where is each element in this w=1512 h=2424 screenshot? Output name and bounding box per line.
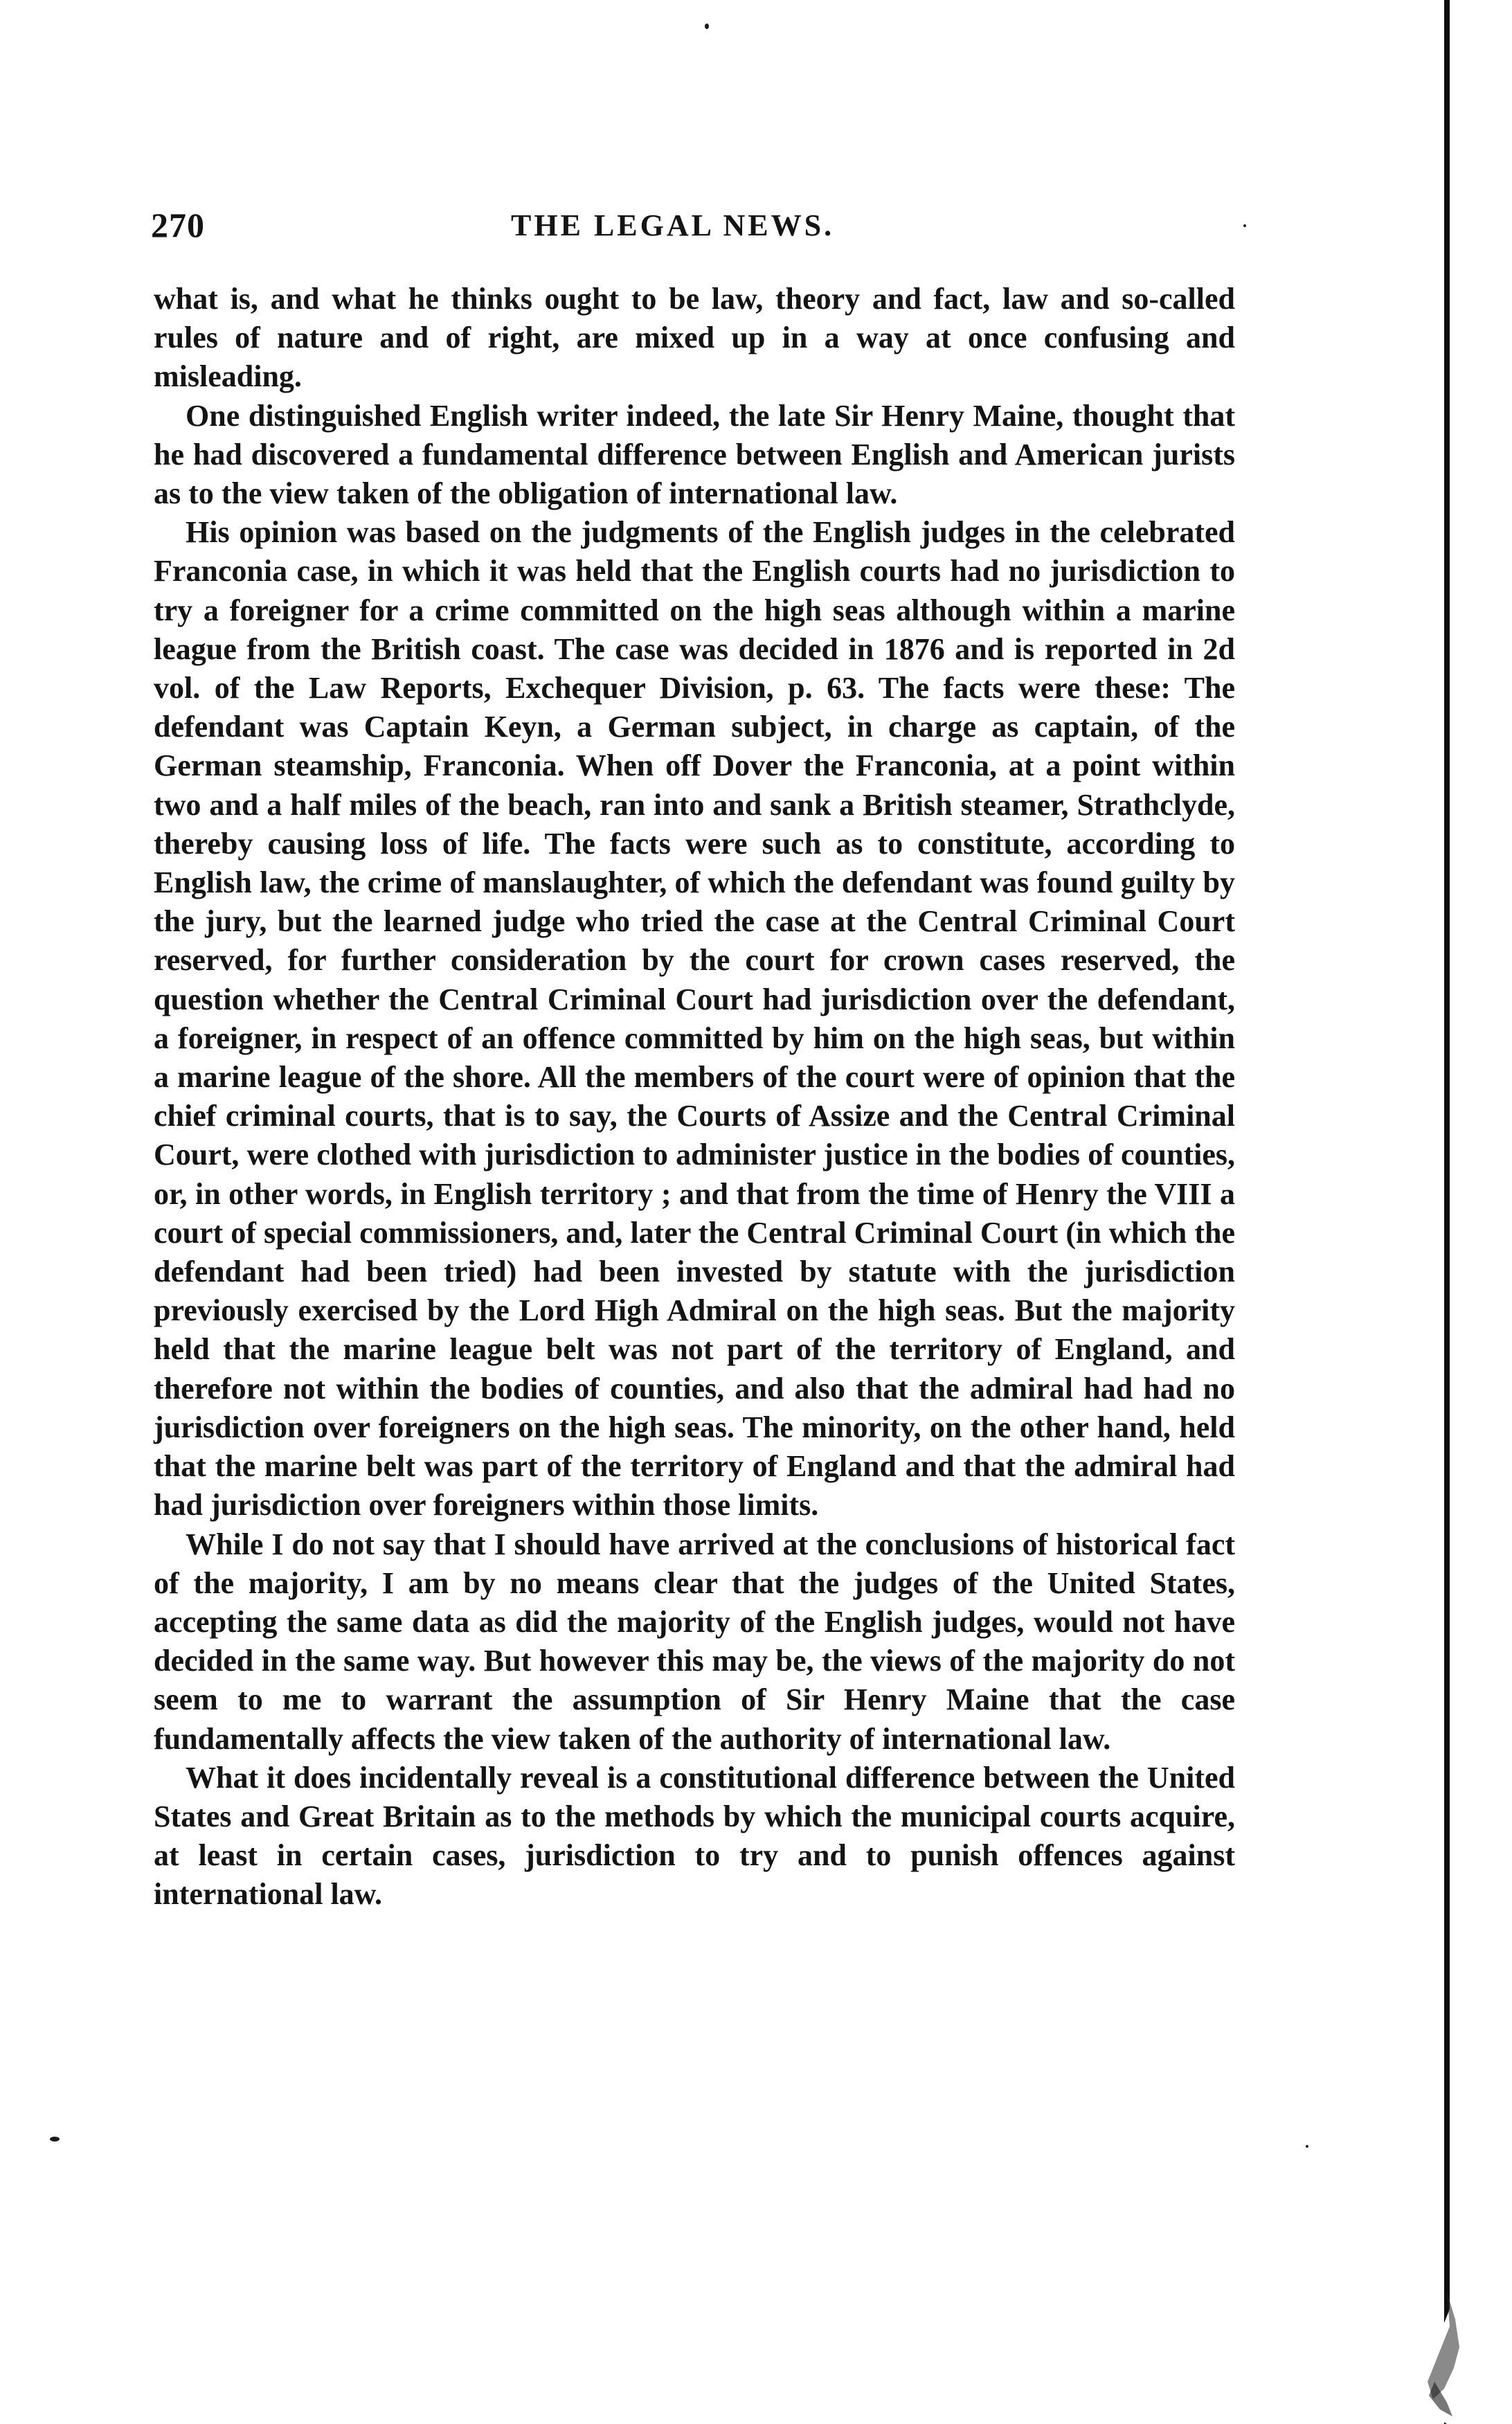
page-header — [151, 205, 1238, 253]
print-speck — [1306, 2145, 1308, 2148]
paragraph: What it does incidentally reveal is a constitutional difference between the United States and Great Britain as to the methods by which the municipal courts acquire, at least in certain cases, jurisdiction to try and to punish offences against international law. — [154, 1760, 1235, 1912]
article-body — [154, 280, 1235, 1914]
paragraph: what is, and what he thinks ought to be law, theory and fact, law and so-called rules of nature and of right, are mixed up in a way at once confusing and misleading. — [154, 282, 1235, 394]
print-speck — [1243, 224, 1246, 227]
page-number: 270 — [151, 206, 205, 244]
paragraph: His opinion was based on the judgments of the English judges in the celebrated Franconia case, in which it was held that the English courts had no jurisdiction to try a foreigner for a crime committed on the high seas although within a marine league from the British coast. The case was decided in 1876 and is reported in 2d vol. of the Law Reports, Exchequer Division, p. 63. The facts were these: The defendant was Captain Keyn, a German subject, in charge as captain, of the German steamship, Franconia. When off Dover the Franconia, at a point within two and a half miles of the beach, ran into and sank a British steamer, Strathclyde, thereby causing loss of life. The facts were such as to constitute, according to English law, the crime of manslaughter, of which the defendant was found guilty by the jury, but the learned judge who tried the case at the Central Criminal Court reserved, for further consideration by the court for crown cases reserved, the question whether the Central Criminal Court had jurisdiction over the defendant, a foreigner, in respect of an offence committed by him on the high seas, but within a marine league of the shore. All the members of the court were of opinion that the chief criminal courts, that is to say, the Courts of Assize and the Central Criminal Court, were clothed with jurisdiction to administer justice in the bodies of counties, or, in other words, in English territory ; and that from the time of Henry the VIII a court of special commissioners, and, later the Central Criminal Court (in which the defendant had been tried) had been invested by statute with the jurisdiction previously exercised by the Lord High Admiral on the high seas. But the majority held that the marine league belt was not part of the territory of England, and therefore not within the bodies of counties, and also that the admiral had had no jurisdiction over foreigners on the high seas. The minority, on the other hand, held that the marine belt was part of the territory of England and that the admiral had had jurisdiction over foreigners within those limits. — [154, 515, 1235, 1523]
running-head: THE LEGAL NEWS. — [511, 208, 835, 242]
binding-edge-rule — [1444, 0, 1450, 2424]
print-speck — [50, 2137, 60, 2142]
print-speck — [705, 24, 709, 29]
paragraph: One distinguished English writer indeed, the late Sir Henry Maine, thought that he had discovered a fundamental difference between English and American jurists as to the view taken of the obligation of international law. — [154, 398, 1235, 511]
ink-smudge — [1419, 2278, 1512, 2424]
paragraph: While I do not say that I should have arrived at the conclusions of historical fact of the majority, I am by no means clear that the judges of the United States, accepting the same data as did the majority of the English judges, would not have decided in the same way. But however this may be, the views of the majority do not seem to me to warrant the assumption of Sir Henry Maine that the case fundamentally affects the view taken of the authority of international law. — [154, 1527, 1235, 1756]
